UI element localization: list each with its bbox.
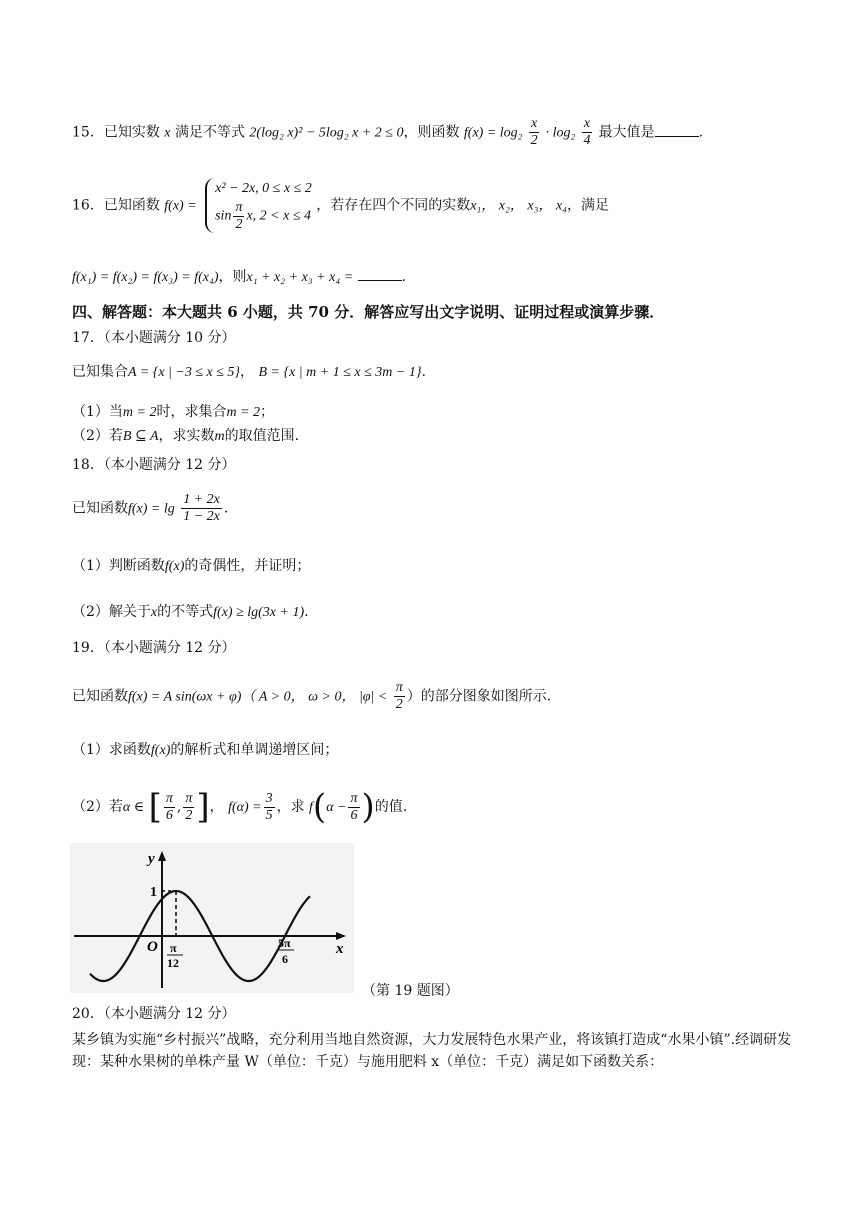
q15-function: f(x) = log₂ — [463, 125, 523, 141]
q15-line: 15．已知实数 x 满足不等式 2(log₂ x)² − 5log₂ x + 2 ≤ 0，则函数 f(x) = log₂ $\frac{x}{2}$ · log₂ $\frac{x}{4}$ 最大值是 . — [72, 116, 704, 148]
q19-graph — [70, 843, 354, 993]
q19-part-1: （1）求函数f(x)的解析式和单调递增区间； — [72, 742, 339, 758]
y-axis-label: y — [148, 851, 155, 867]
tick-1-num: π — [170, 941, 177, 955]
q16-function: f(x) = — [164, 198, 197, 214]
x-axis-arrow — [336, 932, 346, 940]
tick-2-den: 6 — [282, 952, 288, 966]
q17-stem: 已知集合A = {x | −3 ≤ x ≤ 5}， B = {x | m + 1 ≤ x ≤ 3m − 1}. — [72, 364, 426, 380]
q18-fraction: $\frac{1 + 2x}{1 - 2x}$ — [183, 492, 220, 524]
q19-part-2: （2）若α ∈ [ $\frac{\pi}{6}$ , $\frac{\pi}{2}$ ]， f(α) = $\frac{3}{5}$ ，求 f(α − $\frac{\pi}{6}$ )的值. — [72, 787, 408, 827]
tick-1-den: 12 — [167, 956, 179, 970]
q15-frac-2: $\frac{x}{4}$ — [583, 116, 591, 148]
origin-label: O — [147, 939, 158, 955]
q20-paragraph: 某乡镇为实施“乡村振兴”战略，充分利用当地自然资源，大力发展特色水果产业，将该镇打造成“水果小镇”.经调研发现：某种水果树的单株产量 W（单位：千克）与施用肥料 x（单位：千克）满足如下函数关系： — [72, 1032, 792, 1070]
q18-part-2: （2）解关于x的不等式f(x) ≥ lg(3x + 1). — [72, 604, 309, 620]
q18-header: 18．（本小题满分 12 分） — [72, 457, 236, 473]
q17-header: 17．（本小题满分 10 分） — [72, 330, 236, 346]
q17-set-a: A = {x | −3 ≤ x ≤ 5} — [128, 365, 241, 380]
q19-function: f(x) = A sin(ωx + φ) — [128, 689, 242, 705]
x-axis-label: x — [336, 941, 344, 957]
q18-stem: 已知函数f(x) = lg $\frac{1 + 2x}{1 - 2x}$ . — [72, 492, 229, 524]
q16-answer-blank — [358, 266, 402, 281]
q20-header: 20．（本小题满分 12 分） — [72, 1006, 236, 1022]
max-label: 1 — [150, 885, 157, 900]
q16-sum: x₁ + x₂ + x₃ + x₄ = — [246, 270, 354, 285]
y-axis-arrow — [158, 851, 166, 861]
q19-graph-svg — [70, 843, 354, 993]
q19-figure-caption: （第 19 题图） — [362, 983, 459, 999]
q16-case-1: x² − 2x, 0 ≤ x ≤ 2 — [215, 181, 312, 196]
q19-stem: 已知函数f(x) = A sin(ωx + φ)（ A > 0， ω > 0， |φ| < $\frac{\pi}{2}$ ）的部分图象如图所示. — [72, 680, 552, 712]
q15-number: 15． — [72, 124, 104, 141]
q17-part-2: （2）若B ⊆ A，求实数m的取值范围. — [72, 428, 300, 444]
q15-frac-1: $\frac{x}{2}$ — [530, 116, 538, 148]
q16-vars: x₁， x₂， x₃， x₄ — [470, 198, 568, 214]
section-4-heading: 四、解答题：本大题共 6 小题，共 70 分．解答应写出文字说明、证明过程或演算步骤． — [72, 303, 665, 321]
q16-line-1: 16．已知函数 f(x) = x² − 2x, 0 ≤ x ≤ 2 sin $\frac{\pi}{2}$ x, 2 < x ≤ 4 ，若存在四个不同的实数x₁， x₂， x₃， x₄，满足 — [72, 178, 609, 233]
q16-line-2: f(x₁) = f(x₂) = f(x₃) = f(x₄)，则x₁ + x₂ + x₃ + x₄ = . — [72, 266, 406, 288]
q16-equation: f(x₁) = f(x₂) = f(x₃) = f(x₄) — [72, 270, 219, 285]
q18-part-1: （1）判断函数f(x)的奇偶性，并证明； — [72, 558, 311, 574]
q19-header: 19．（本小题满分 12 分） — [72, 640, 236, 656]
tick-2-num: 5π — [278, 936, 291, 950]
q15-inequality: 2(log₂ x)² − 5log₂ x + 2 ≤ 0 — [249, 125, 404, 141]
q15-answer-blank — [655, 122, 699, 137]
q17-set-b: B = {x | m + 1 ≤ x ≤ 3m − 1} — [258, 365, 422, 380]
q16-case-2: sin $\frac{\pi}{2}$ x, 2 < x ≤ 4 — [215, 200, 312, 232]
q16-piecewise — [205, 178, 312, 233]
q17-part-1: （1）当m = 2时，求集合m = 2； — [72, 404, 275, 420]
q16-number: 16． — [72, 197, 104, 214]
